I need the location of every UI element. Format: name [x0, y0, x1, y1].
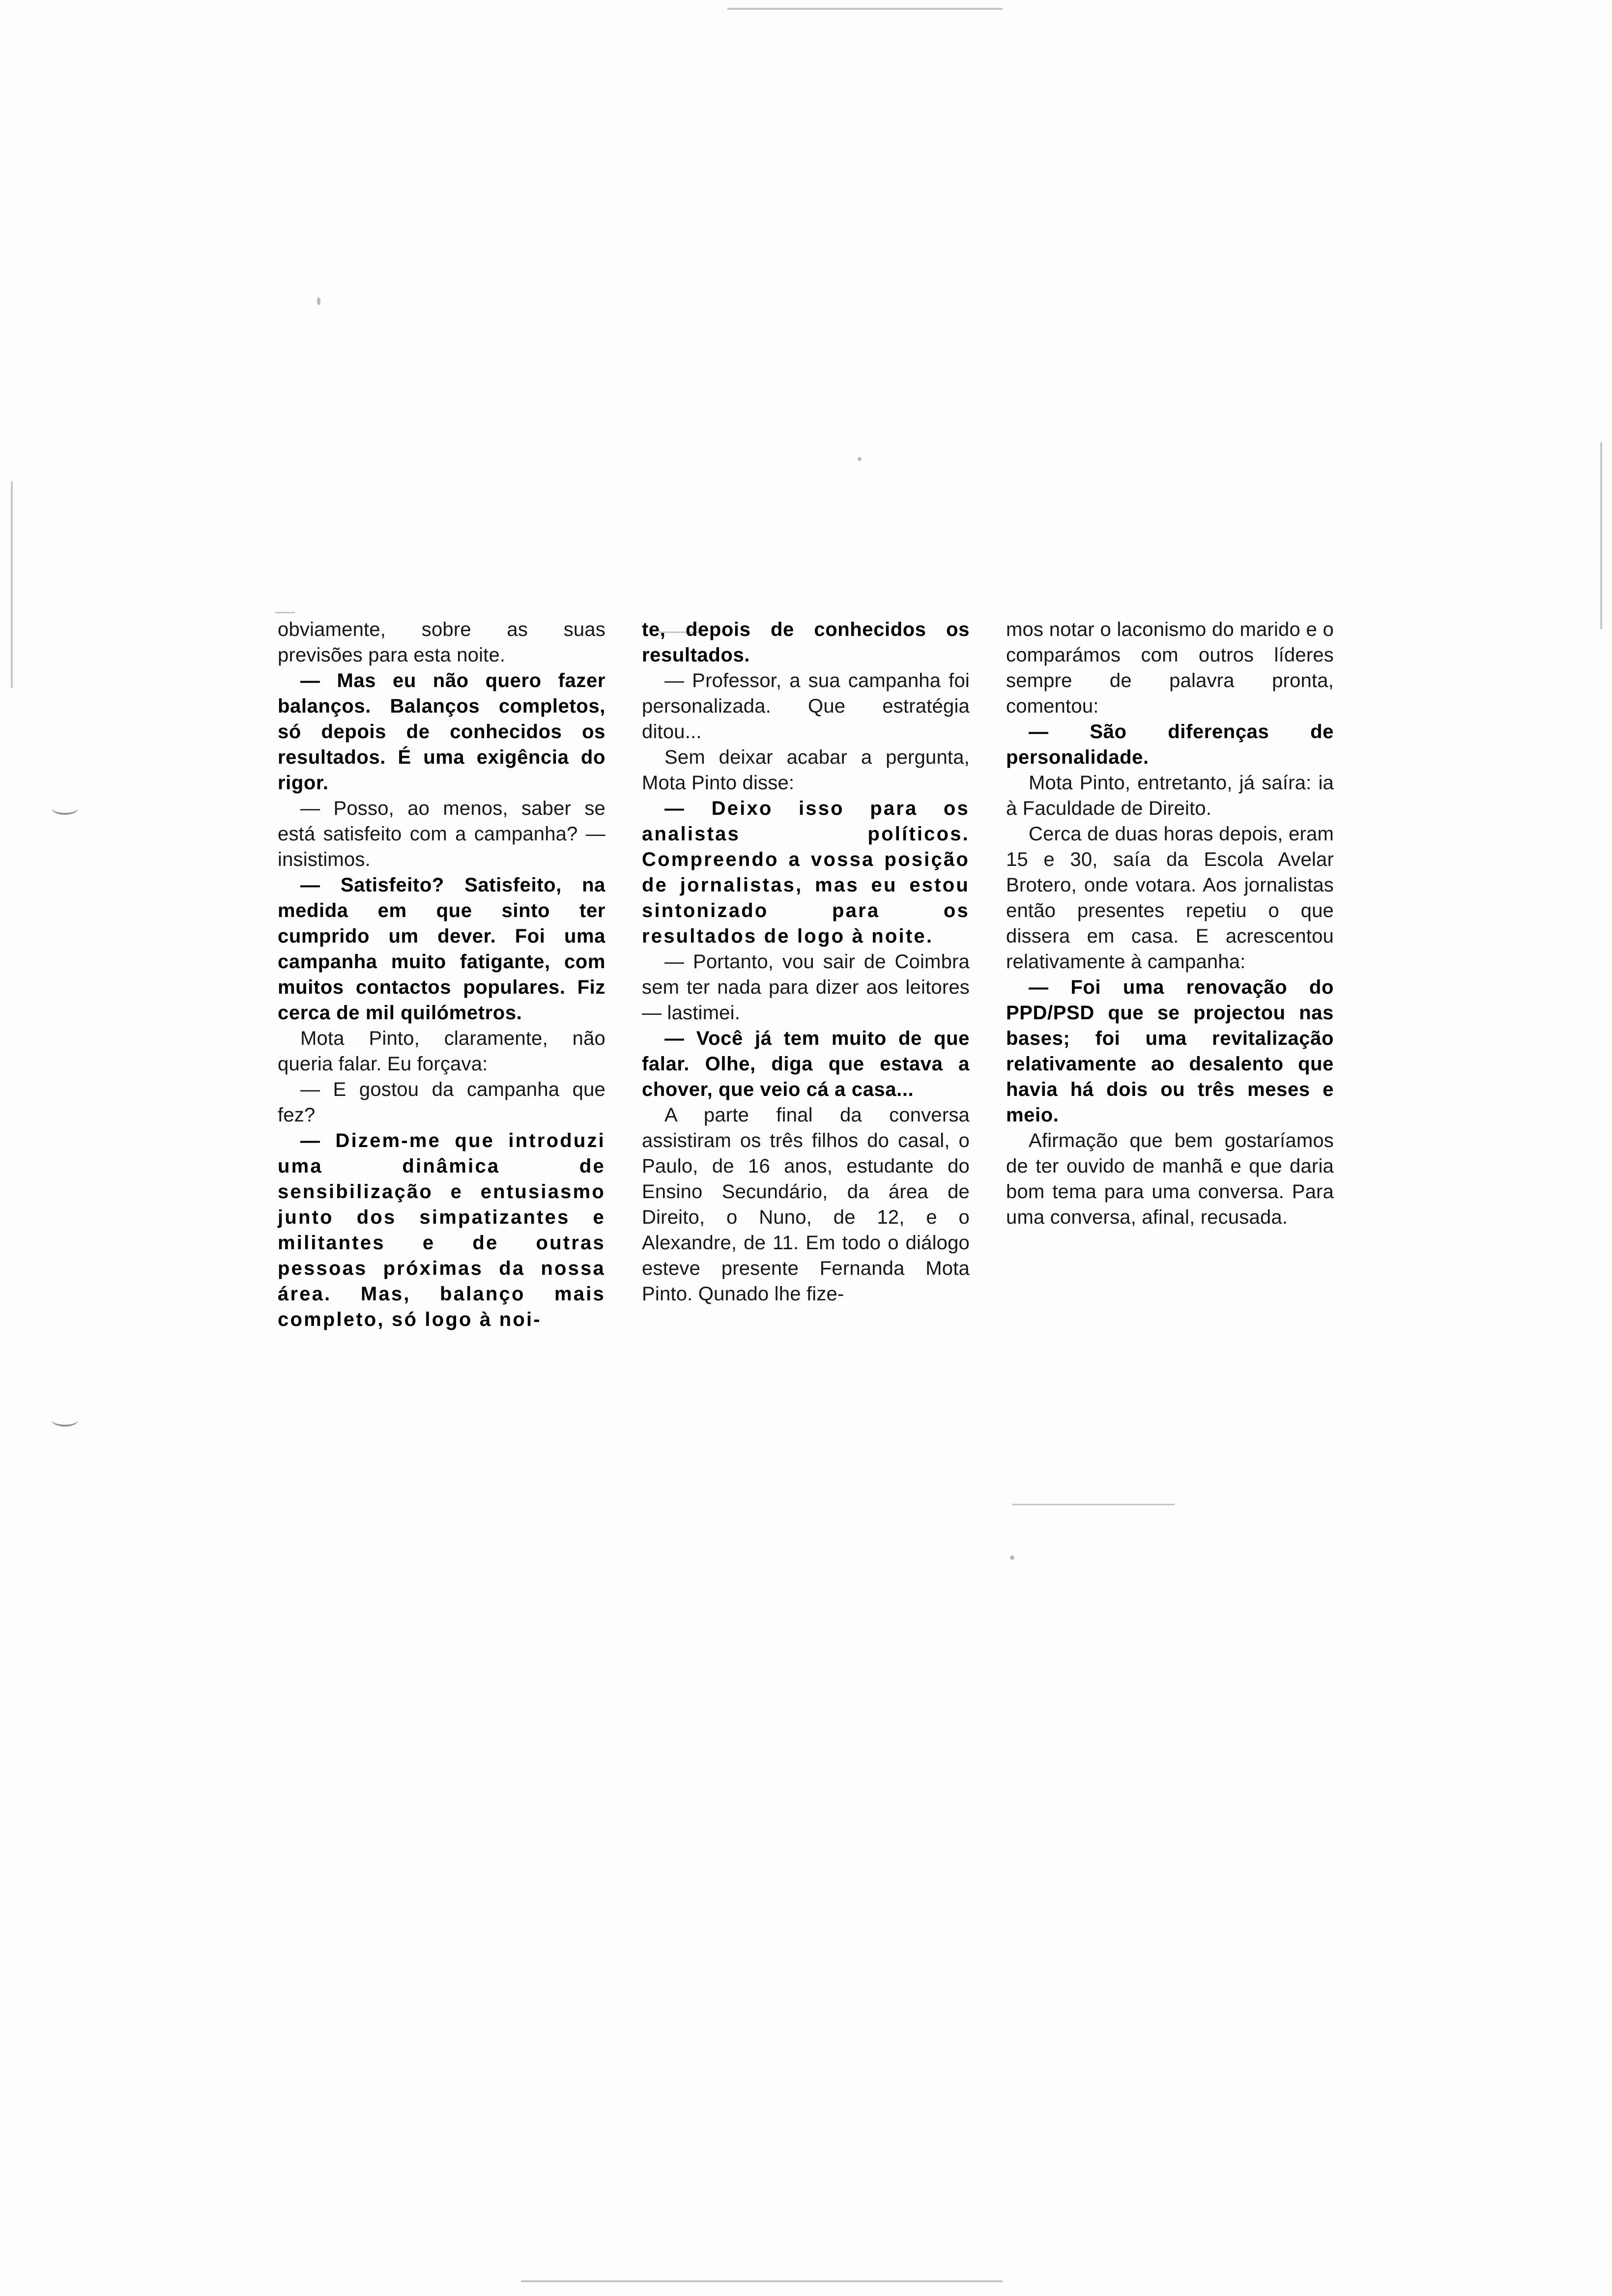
paragraph: Afirmação que bem gostaríamos de ter ouvido de manhã e que daria bom tema para uma conversa. Para uma conversa, afinal, recusada.	[1006, 1130, 1334, 1228]
paragraph: Mota Pinto, claramente, não queria falar. Eu forçava:	[278, 1028, 605, 1075]
paragraph: A parte final da conversa assistiram os três filhos do casal, o Paulo, de 16 anos, estudante do Ensino Secundário, da área de Direito, o Nuno, de 12, e o Alexandre, de 11. Em todo o diálogo esteve presente Fernanda Mota Pinto. Qunado lhe fize-	[642, 1104, 970, 1305]
scan-speck	[858, 457, 862, 461]
scan-edge-mark-left	[11, 482, 13, 688]
article-body	[278, 617, 1334, 1332]
quote-paragraph: — São diferenças de personalidade.	[1006, 721, 1334, 768]
scan-edge-mark-right	[1600, 442, 1602, 629]
paragraph: — Posso, ao menos, saber se está satisfeito com a campanha? — insistimos.	[278, 798, 605, 870]
paragraph: Sem deixar acabar a pergunta, Mota Pinto disse:	[642, 746, 970, 794]
quote-paragraph: — Satisfeito? Satisfeito, na medida em que sinto ter cumprido um dever. Foi uma campanha muito fatigante, com muitos contactos populares. Fiz cerca de mil quilómetros.	[278, 874, 605, 1024]
paragraph: mos notar o laconismo do marido e o comparámos com outros líderes sempre de palavra pronta, comentou:	[1006, 619, 1334, 717]
article-column-2	[642, 617, 970, 1307]
scan-dash	[275, 612, 295, 613]
paragraph: Cerca de duas horas depois, eram 15 e 30, saía da Escola Avelar Brotero, onde votara. Aos jornalistas então presentes repetiu o que dissera em casa. E acrescentou relativamente à campanha:	[1006, 823, 1334, 973]
paragraph: — Professor, a sua campanha foi personalizada. Que estratégia ditou...	[642, 670, 970, 743]
scan-dash	[1012, 1504, 1175, 1505]
scan-curl-mark	[52, 806, 78, 815]
quote-paragraph: — Deixo isso para os analistas políticos. Compreendo a vossa posição de jornalistas, mas eu estou sintonizado para os resultados de logo à noite.	[642, 798, 970, 947]
scan-curl-mark	[52, 1418, 78, 1427]
scan-speck	[1010, 1555, 1014, 1560]
article-column-1	[278, 617, 605, 1332]
scan-speck	[317, 297, 320, 305]
quote-paragraph: — Dizem-me que introduzi uma dinâmica de sensibilização e entusiasmo junto dos simpatizantes e militantes e de outras pessoas próximas da nossa área. Mas, balanço mais completo, só logo à noi-	[278, 1130, 605, 1330]
quote-paragraph: — Mas eu não quero fazer balanços. Balanços completos, só depois de conhecidos os resultados. É uma exigência do rigor.	[278, 670, 605, 794]
scan-edge-mark-top	[727, 8, 1003, 10]
quote-paragraph: te, depois de conhecidos os resultados.	[642, 619, 970, 666]
paragraph: obviamente, sobre as suas previsões para esta noite.	[278, 619, 605, 666]
paragraph: Mota Pinto, entretanto, já saíra: ia à Faculdade de Direito.	[1006, 772, 1334, 819]
paragraph: — Portanto, vou sair de Coimbra sem ter nada para dizer aos leitores — lastimei.	[642, 951, 970, 1024]
paragraph: — E gostou da campanha que fez?	[278, 1079, 605, 1126]
article-column-3	[1006, 617, 1334, 1230]
scan-edge-mark-bottom	[521, 2280, 1003, 2282]
quote-paragraph: — Você já tem muito de que falar. Olhe, diga que estava a chover, que veio cá a casa...	[642, 1028, 970, 1100]
quote-paragraph: — Foi uma renovação do PPD/PSD que se projectou nas bases; foi uma revitalização relativamente ao desalento que havia há dois ou três meses e meio.	[1006, 976, 1334, 1126]
